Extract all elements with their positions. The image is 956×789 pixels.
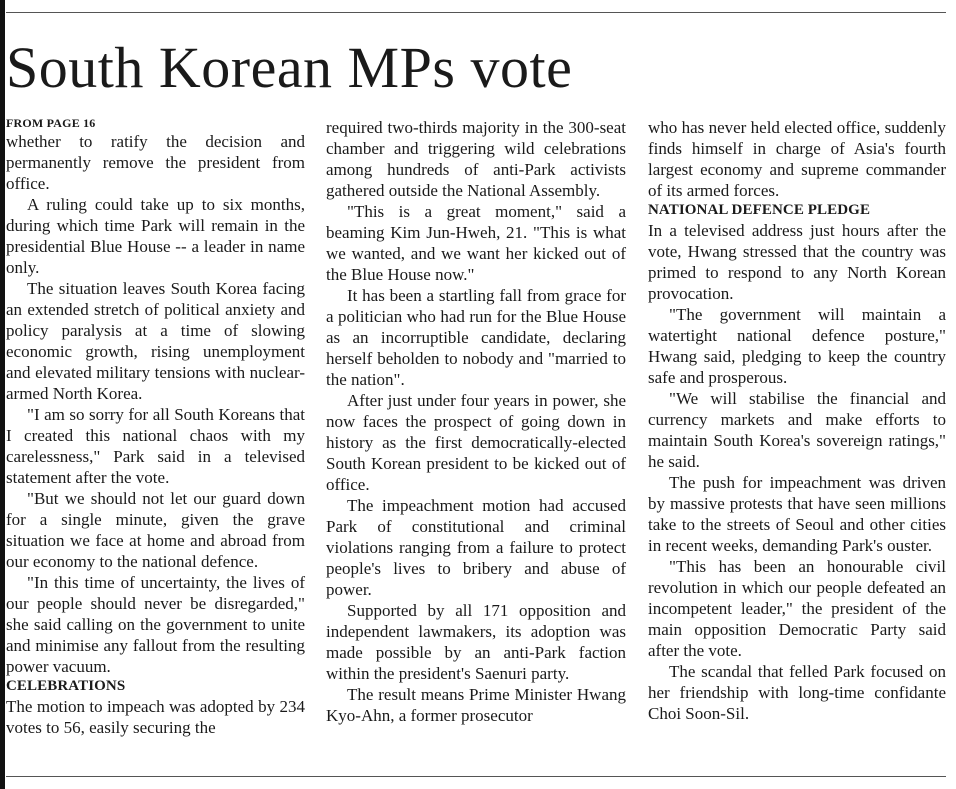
paragraph: whether to ratify the decision and permanently remove the president from office. <box>6 132 305 193</box>
paragraph: The impeachment motion had accused Park of constitutional and criminal violations ranging from a failure to protect people's lives to bribery and abuse of power. <box>326 496 626 599</box>
page-edge-shadow <box>0 0 5 789</box>
paragraph: "But we should not let our guard down for a single minute, given the grave situation we face at home and abroad from our economy to the national defence. <box>6 489 305 571</box>
bottom-rule <box>6 776 946 777</box>
paragraph: After just under four years in power, she now faces the prospect of going down in history as the first democratically-elected South Korean president to be kicked out of office. <box>326 391 626 494</box>
paragraph: The motion to impeach was adopted by 234 votes to 56, easily securing the <box>6 697 305 737</box>
paragraph: Supported by all 171 opposition and independent lawmakers, its adoption was made possible by an anti-Park faction within the president's Saenuri party. <box>326 601 626 683</box>
paragraph: The push for impeachment was driven by massive protests that have seen millions take to the streets of Seoul and other cities in recent weeks, demanding Park's ouster. <box>648 473 946 555</box>
paragraph: A ruling could take up to six months, during which time Park will remain in the presidential Blue House -- a leader in name only. <box>6 195 305 277</box>
article-column-1 <box>6 116 305 738</box>
paragraph: "We will stabilise the financial and currency markets and make efforts to maintain South Korea's sovereign ratings," he said. <box>648 389 946 471</box>
paragraph: The scandal that felled Park focused on her friendship with long-time confidante Choi Soon-Sil. <box>648 662 946 723</box>
subhead-national-defence-pledge: NATIONAL DEFENCE PLEDGE <box>648 202 871 218</box>
paragraph: "This has been an honourable civil revolution in which our people defeated an incompetent leader," the president of the main opposition Democratic Party said after the vote. <box>648 557 946 660</box>
paragraph: "This is a great moment," said a beaming Kim Jun-Hweh, 21. "This is what we wanted, and we want her kicked out of the Blue House now." <box>326 202 626 284</box>
article-column-3 <box>648 117 946 724</box>
paragraph: It has been a startling fall from grace for a politician who had run for the Blue House as an incorruptible candidate, declaring herself beholden to nobody and "married to the nation". <box>326 286 626 389</box>
subhead-celebrations: CELEBRATIONS <box>6 678 126 694</box>
article-column-2 <box>326 117 626 726</box>
paragraph: who has never held elected office, suddenly finds himself in charge of Asia's fourth largest economy and supreme commander of its armed forces. <box>648 118 946 200</box>
continuation-tag: FROM PAGE 16 <box>6 116 96 130</box>
paragraph: In a televised address just hours after the vote, Hwang stressed that the country was primed to respond to any North Korean provocation. <box>648 221 946 303</box>
paragraph: The result means Prime Minister Hwang Kyo-Ahn, a former prosecutor <box>326 685 626 725</box>
paragraph: required two-thirds majority in the 300-seat chamber and triggering wild celebrations among hundreds of anti-Park activists gathered outside the National Assembly. <box>326 118 626 200</box>
top-rule <box>6 12 946 13</box>
paragraph: "In this time of uncertainty, the lives of our people should never be disregarded," she said calling on the government to unite and minimise any fallout from the resulting power vacuum. <box>6 573 305 676</box>
headline: South Korean MPs vote <box>6 35 573 100</box>
paragraph: The situation leaves South Korea facing an extended stretch of political anxiety and policy paralysis at a time of slowing economic growth, rising unemployment and elevated military tensions with nuclear-armed North Korea. <box>6 279 305 403</box>
paragraph: "I am so sorry for all South Koreans that I created this national chaos with my carelessness," Park said in a televised statement after the vote. <box>6 405 305 487</box>
paragraph: "The government will maintain a watertight national defence posture," Hwang said, pledging to keep the country safe and prosperous. <box>648 305 946 387</box>
